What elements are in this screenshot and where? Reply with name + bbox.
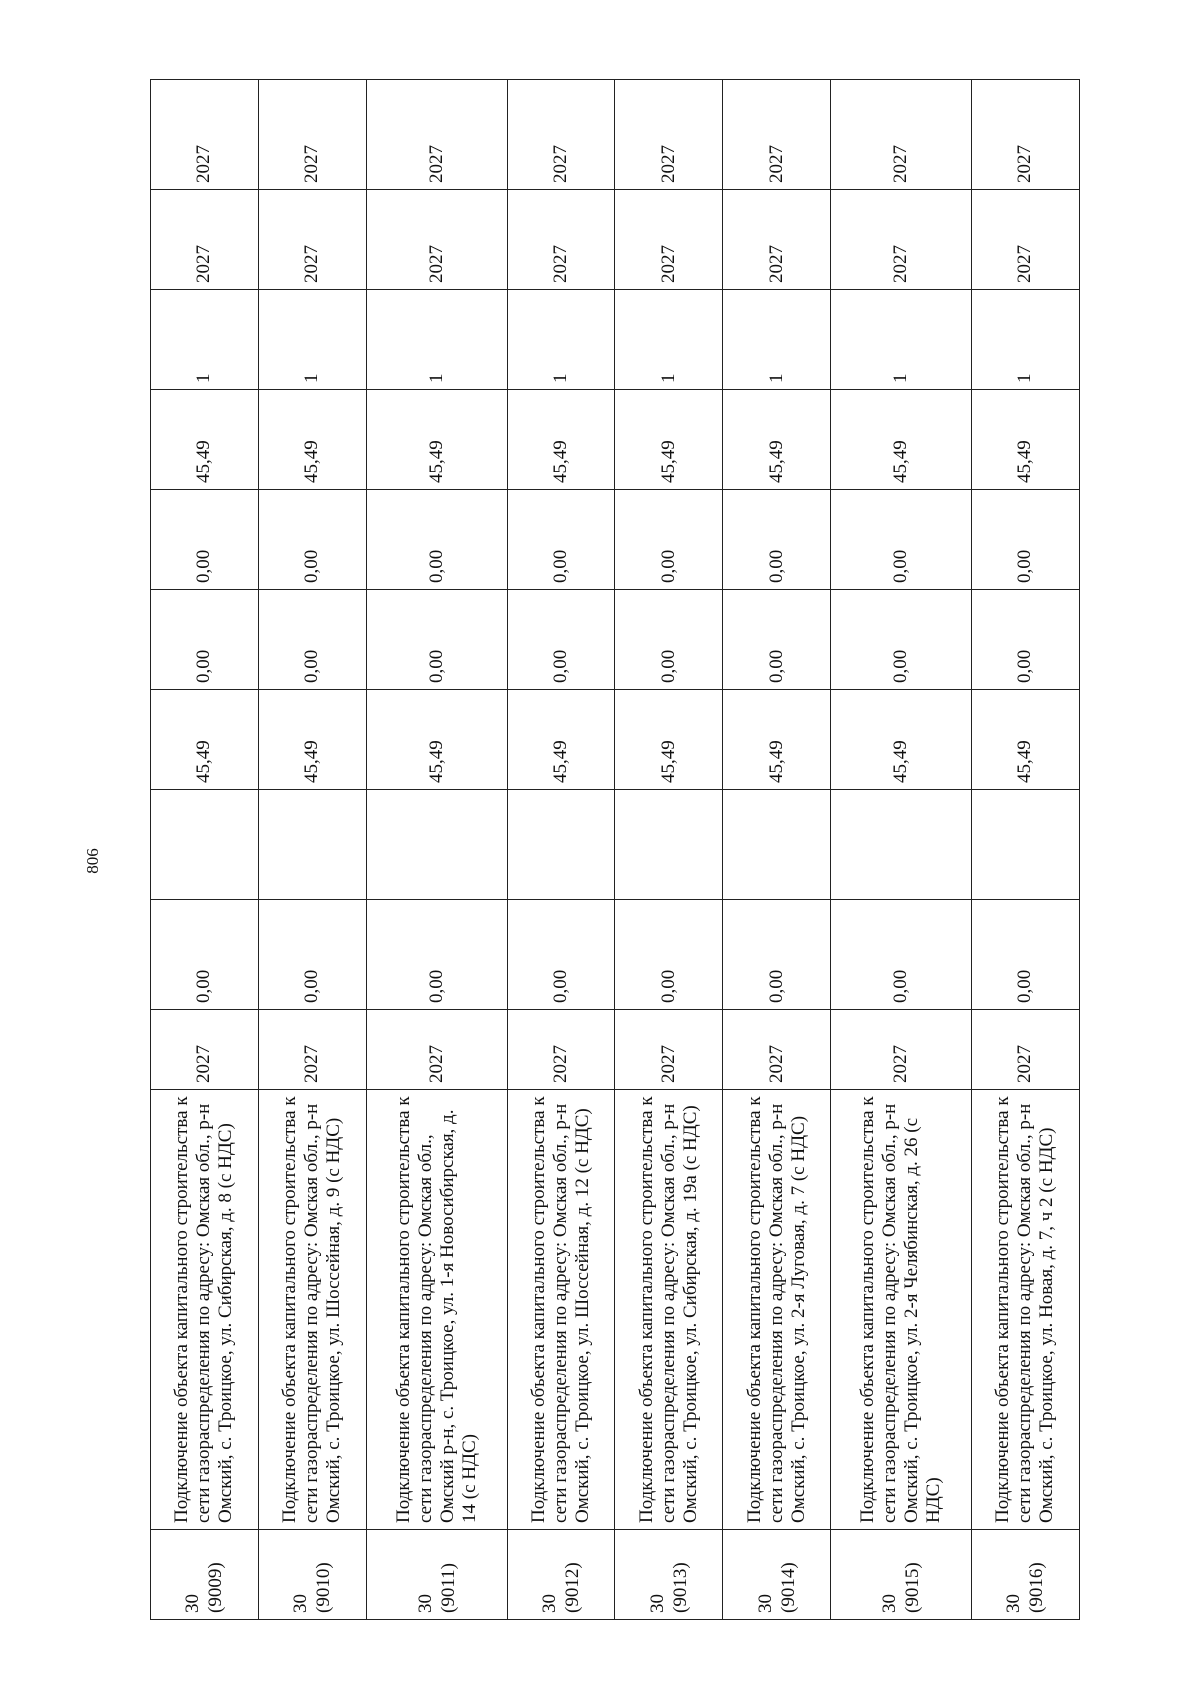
value-cell-2 (615, 790, 723, 900)
row-number-cell (971, 1530, 1079, 1620)
value-cell-4: 0,00 (151, 590, 259, 690)
year-start-cell: 2027 (971, 190, 1079, 290)
value-cell-5: 0,00 (258, 490, 366, 590)
year-end-cell: 2027 (507, 80, 615, 190)
year-start-cell: 2027 (723, 190, 831, 290)
table-row (151, 80, 259, 1620)
value-cell-3: 45,49 (615, 690, 723, 790)
value-cell-2 (366, 790, 507, 900)
value-cell-6: 45,49 (507, 390, 615, 490)
table-row (258, 80, 366, 1620)
description-cell: Подключение объекта капитального строительства к сети газораспределения по адресу: Омская обл., р-н Омский, с. Троицкое, ул. Шоссейная, д. 9 (с НДС) (258, 1090, 366, 1530)
row-number-cell (151, 1530, 259, 1620)
year-start-cell: 2027 (615, 190, 723, 290)
value-cell-3: 45,49 (971, 690, 1079, 790)
year-cell: 2027 (366, 1010, 507, 1090)
value-cell-1: 0,00 (971, 900, 1079, 1010)
row-number: 30 (182, 1594, 204, 1613)
year-cell: 2027 (615, 1010, 723, 1090)
value-cell-6: 45,49 (723, 390, 831, 490)
description-cell: Подключение объекта капитального строительства к сети газораспределения по адресу: Омская обл., р-н Омский, с. Троицкое, ул. 2-я Луговая, д. 7 (с НДС) (723, 1090, 831, 1530)
year-cell: 2027 (831, 1010, 972, 1090)
value-cell-6: 45,49 (615, 390, 723, 490)
table-row (723, 80, 831, 1620)
value-cell-5: 0,00 (366, 490, 507, 590)
row-number-cell (366, 1530, 507, 1620)
table-row (507, 80, 615, 1620)
count-cell: 1 (258, 290, 366, 390)
row-code: (9010) (313, 1562, 335, 1613)
year-end-cell: 2027 (366, 80, 507, 190)
year-end-cell: 2027 (258, 80, 366, 190)
row-number: 30 (538, 1594, 560, 1613)
row-code: (9016) (1026, 1562, 1048, 1613)
year-cell: 2027 (971, 1010, 1079, 1090)
investment-table (150, 79, 1080, 1620)
description-cell: Подключение объекта капитального строительства к сети газораспределения по адресу: Омская обл., р-н Омский, с. Троицкое, ул. Шоссейная, д. 12 (с НДС) (507, 1090, 615, 1530)
value-cell-1: 0,00 (507, 900, 615, 1010)
value-cell-6: 45,49 (831, 390, 972, 490)
value-cell-5: 0,00 (971, 490, 1079, 590)
value-cell-5: 0,00 (151, 490, 259, 590)
value-cell-1: 0,00 (366, 900, 507, 1010)
value-cell-6: 45,49 (971, 390, 1079, 490)
row-code: (9009) (205, 1562, 227, 1613)
value-cell-6: 45,49 (151, 390, 259, 490)
description-cell: Подключение объекта капитального строительства к сети газораспределения по адресу: Омская обл., р-н Омский, с. Троицкое, ул. Сибирская, д. 8 (с НДС) (151, 1090, 259, 1530)
count-cell: 1 (507, 290, 615, 390)
description-cell: Подключение объекта капитального строительства к сети газораспределения по адресу: Омская обл., р-н Омский, с. Троицкое, ул. 2-я Челябинская, д. 26 (с НДС) (831, 1090, 972, 1530)
year-end-cell: 2027 (723, 80, 831, 190)
value-cell-5: 0,00 (615, 490, 723, 590)
value-cell-2 (971, 790, 1079, 900)
value-cell-1: 0,00 (258, 900, 366, 1010)
description-cell: Подключение объекта капитального строительства к сети газораспределения по адресу: Омская обл., Омский р-н, с. Троицкое, ул. 1-я Новосибирская, д. 14 (с НДС) (366, 1090, 507, 1530)
value-cell-2 (831, 790, 972, 900)
year-start-cell: 2027 (366, 190, 507, 290)
count-cell: 1 (831, 290, 972, 390)
year-end-cell: 2027 (831, 80, 972, 190)
year-start-cell: 2027 (831, 190, 972, 290)
row-number-cell (831, 1530, 972, 1620)
value-cell-3: 45,49 (507, 690, 615, 790)
row-number: 30 (414, 1594, 436, 1613)
value-cell-4: 0,00 (971, 590, 1079, 690)
row-number-cell (723, 1530, 831, 1620)
year-start-cell: 2027 (258, 190, 366, 290)
rotated-table-container (150, 80, 1080, 1620)
value-cell-3: 45,49 (723, 690, 831, 790)
count-cell: 1 (615, 290, 723, 390)
row-number-cell (507, 1530, 615, 1620)
row-code: (9012) (561, 1562, 583, 1613)
table-row (615, 80, 723, 1620)
value-cell-4: 0,00 (723, 590, 831, 690)
value-cell-2 (258, 790, 366, 900)
row-number-cell (258, 1530, 366, 1620)
year-cell: 2027 (507, 1010, 615, 1090)
value-cell-5: 0,00 (723, 490, 831, 590)
table-row (831, 80, 972, 1620)
value-cell-3: 45,49 (151, 690, 259, 790)
value-cell-6: 45,49 (258, 390, 366, 490)
value-cell-4: 0,00 (831, 590, 972, 690)
value-cell-1: 0,00 (831, 900, 972, 1010)
year-start-cell: 2027 (151, 190, 259, 290)
description-cell: Подключение объекта капитального строительства к сети газораспределения по адресу: Омская обл., р-н Омский, с. Троицкое, ул. Сибирская, д. 19а (с НДС) (615, 1090, 723, 1530)
value-cell-4: 0,00 (507, 590, 615, 690)
row-number-cell (615, 1530, 723, 1620)
year-cell: 2027 (151, 1010, 259, 1090)
row-number: 30 (879, 1594, 901, 1613)
year-cell: 2027 (258, 1010, 366, 1090)
table-row (971, 80, 1079, 1620)
description-cell: Подключение объекта капитального строительства к сети газораспределения по адресу: Омская обл., р-н Омский, с. Троицкое, ул. Новая, д. 7, ч 2 (с НДС) (971, 1090, 1079, 1530)
value-cell-2 (151, 790, 259, 900)
count-cell: 1 (723, 290, 831, 390)
year-end-cell: 2027 (971, 80, 1079, 190)
value-cell-1: 0,00 (615, 900, 723, 1010)
row-number: 30 (290, 1594, 312, 1613)
row-number: 30 (1003, 1594, 1025, 1613)
value-cell-4: 0,00 (615, 590, 723, 690)
value-cell-5: 0,00 (507, 490, 615, 590)
value-cell-4: 0,00 (366, 590, 507, 690)
table-row (366, 80, 507, 1620)
count-cell: 1 (151, 290, 259, 390)
row-code: (9014) (777, 1562, 799, 1613)
row-code: (9013) (669, 1562, 691, 1613)
year-start-cell: 2027 (507, 190, 615, 290)
count-cell: 1 (971, 290, 1079, 390)
year-cell: 2027 (723, 1010, 831, 1090)
value-cell-3: 45,49 (831, 690, 972, 790)
value-cell-1: 0,00 (723, 900, 831, 1010)
count-cell: 1 (366, 290, 507, 390)
value-cell-3: 45,49 (366, 690, 507, 790)
value-cell-2 (723, 790, 831, 900)
page-number: 806 (83, 848, 102, 874)
value-cell-1: 0,00 (151, 900, 259, 1010)
value-cell-3: 45,49 (258, 690, 366, 790)
value-cell-2 (507, 790, 615, 900)
value-cell-4: 0,00 (258, 590, 366, 690)
value-cell-6: 45,49 (366, 390, 507, 490)
row-number: 30 (754, 1594, 776, 1613)
year-end-cell: 2027 (151, 80, 259, 190)
row-number: 30 (646, 1594, 668, 1613)
year-end-cell: 2027 (615, 80, 723, 190)
value-cell-5: 0,00 (831, 490, 972, 590)
row-code: (9015) (902, 1562, 924, 1613)
row-code: (9011) (437, 1563, 459, 1613)
